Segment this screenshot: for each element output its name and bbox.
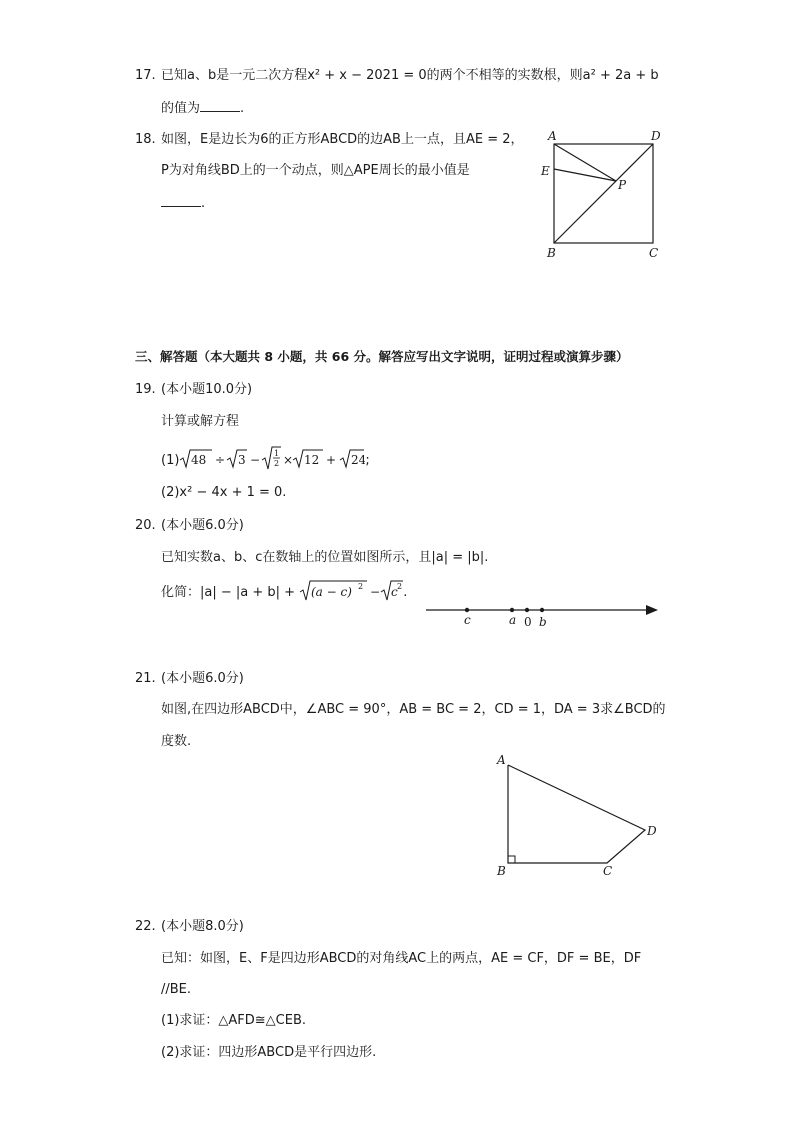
q22-line1: 已知：如图，E、F是四边形ABCD的对角线AC上的两点，AE = CF，DF = BE，DF — [161, 951, 642, 966]
label-d: D — [651, 129, 661, 143]
point-zero — [525, 608, 529, 612]
q20-line2 — [161, 578, 407, 604]
svg-text:24: 24 — [351, 453, 366, 467]
q20-number: 20. — [135, 518, 156, 533]
svg-text:48: 48 — [191, 453, 207, 467]
q21-quadrilateral-figure — [490, 750, 665, 880]
q21-score: (本小题6.0分) — [161, 671, 244, 686]
q17-line1: 已知a、b是一元二次方程x² + x − 2021 = 0的两个不相等的实数根，则a² + 2a + b — [161, 68, 659, 83]
label-c: c — [464, 613, 471, 627]
q19-part1-prefix: (1) — [161, 453, 180, 468]
q21-line2: 度数. — [161, 734, 192, 749]
q19-radical-24 — [339, 446, 365, 472]
label-a: a — [509, 613, 517, 627]
label-e: E — [541, 164, 550, 178]
number-line-figure — [420, 600, 665, 630]
q21-line1: 如图,在四边形ABCD中，∠ABC = 90°，AB = BC = 2，CD = 1，DA = 3求∠BCD的 — [161, 702, 666, 717]
right-angle-mark — [508, 856, 515, 863]
point-c — [465, 608, 469, 612]
section3-title: 三、解答题（本大题共 8 小题，共 66 分。解答应写出文字说明，证明过程或演算步骤） — [135, 349, 629, 364]
q20-line2-suffix: . — [403, 585, 408, 600]
q18-line3 — [161, 194, 205, 213]
svg-text:1: 1 — [274, 449, 280, 458]
q22-part1: (1)求证：△AFD≅△CEB. — [161, 1013, 307, 1028]
svg-text:−: − — [370, 585, 381, 599]
q18-square-figure — [535, 128, 670, 263]
svg-text:+: + — [326, 453, 337, 467]
q18-line1: 如图，E是边长为6的正方形ABCD的边AB上一点，且AE = 2， — [161, 132, 524, 147]
point-b — [540, 608, 544, 612]
q19-number: 19. — [135, 382, 156, 397]
label-b: b — [539, 615, 547, 629]
q17-line2-end: . — [240, 101, 245, 116]
svg-text:2: 2 — [274, 459, 280, 468]
label-a: A — [497, 753, 506, 767]
svg-text:−: − — [250, 453, 261, 467]
q19-part1 — [161, 446, 370, 472]
label-d: D — [647, 824, 657, 838]
q22-part2: (2)求证：四边形ABCD是平行四边形. — [161, 1045, 377, 1060]
svg-text:(a − c): (a − c) — [311, 585, 353, 599]
q20-line2-prefix: 化简：|a| − |a + b| + — [161, 585, 300, 600]
label-b: B — [547, 246, 556, 260]
label-zero: 0 — [524, 615, 532, 629]
quadrilateral-abcd — [508, 765, 645, 863]
q18-number: 18. — [135, 132, 156, 147]
svg-text:12: 12 — [304, 453, 320, 467]
answer-blank[interactable] — [161, 194, 201, 207]
label-b: B — [497, 864, 506, 878]
q22-number: 22. — [135, 919, 156, 934]
label-p: P — [618, 178, 627, 192]
q20-score: (本小题6.0分) — [161, 518, 244, 533]
q17-number: 17. — [135, 68, 156, 83]
svg-text:÷: ÷ — [215, 453, 226, 467]
q19-score: (本小题10.0分) — [161, 382, 253, 397]
q22-line2: //BE. — [161, 982, 192, 997]
label-c: C — [603, 864, 613, 878]
svg-text:2: 2 — [358, 582, 364, 591]
q19-part2: (2)x² − 4x + 1 = 0. — [161, 485, 287, 500]
q20-line1: 已知实数a、b、c在数轴上的位置如图所示，且|a| = |b|. — [161, 550, 489, 565]
q18-line2: P为对角线BD上的一个动点，则△APE周长的最小值是 — [161, 163, 470, 178]
svg-text:3: 3 — [238, 453, 247, 467]
label-c: C — [649, 246, 659, 260]
answer-blank[interactable] — [200, 99, 240, 112]
q18-line3-end: . — [201, 196, 206, 211]
svg-text:c: c — [391, 585, 398, 599]
q22-score: (本小题8.0分) — [161, 919, 244, 934]
svg-text:×: × — [283, 453, 294, 467]
q17-line2-text: 的值为 — [161, 101, 201, 116]
q19-instruction: 计算或解方程 — [161, 414, 240, 429]
label-a: A — [548, 129, 557, 143]
q21-number: 21. — [135, 671, 156, 686]
q19-radical-expression — [179, 446, 339, 472]
svg-text:2: 2 — [397, 582, 403, 591]
diagonal-bd — [554, 144, 653, 243]
arrow-right-icon — [646, 605, 658, 615]
q19-part1-suffix: ; — [365, 453, 370, 468]
q17-line2 — [161, 99, 244, 118]
point-a — [510, 608, 514, 612]
q20-radical-expression — [299, 578, 403, 604]
